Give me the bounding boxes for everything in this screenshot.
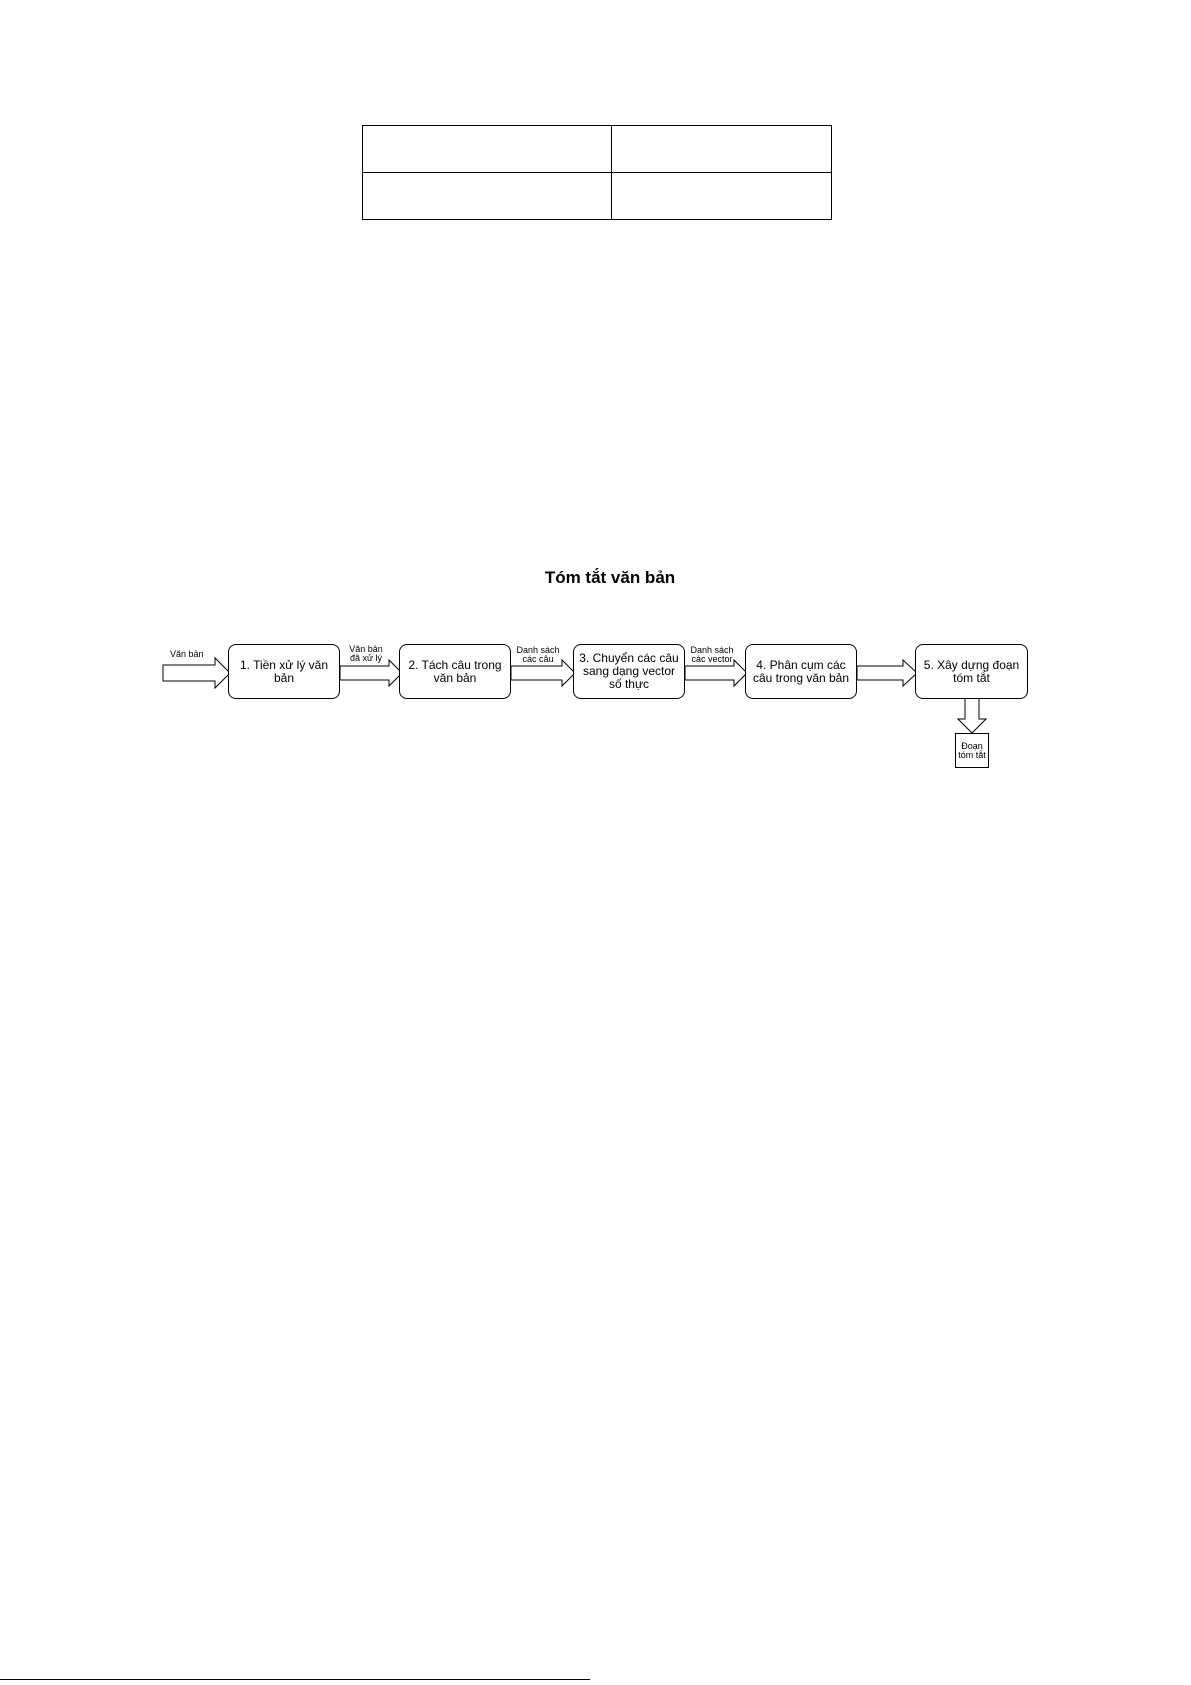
edge-label-1: Văn bản đã xử lý <box>349 644 383 663</box>
input-label: Văn bản <box>170 649 204 659</box>
arrow-4-5 <box>857 660 917 686</box>
diagram-title: Tóm tắt văn bản <box>544 568 676 587</box>
step-1-box: 1. Tiền xử lý văn bản <box>228 644 340 699</box>
step-5-box: 5. Xây dựng đoạn tóm tắt <box>915 644 1028 699</box>
footer-divider <box>0 1679 590 1680</box>
step-3-box: 3. Chuyển các câu sang dạng vector số thực <box>573 644 685 699</box>
arrow-5-output <box>958 698 986 733</box>
edge-label-3: Danh sách các vector <box>690 645 734 664</box>
edge-label-2: Danh sách các câu <box>516 645 560 664</box>
step-4-box: 4. Phân cụm các câu trong văn bản <box>745 644 857 699</box>
input-arrow <box>163 658 230 688</box>
output-box: Đoạn tóm tắt <box>955 733 989 768</box>
step-2-box: 2. Tách câu trong văn bản <box>399 644 511 699</box>
arrow-1-2 <box>340 660 402 686</box>
